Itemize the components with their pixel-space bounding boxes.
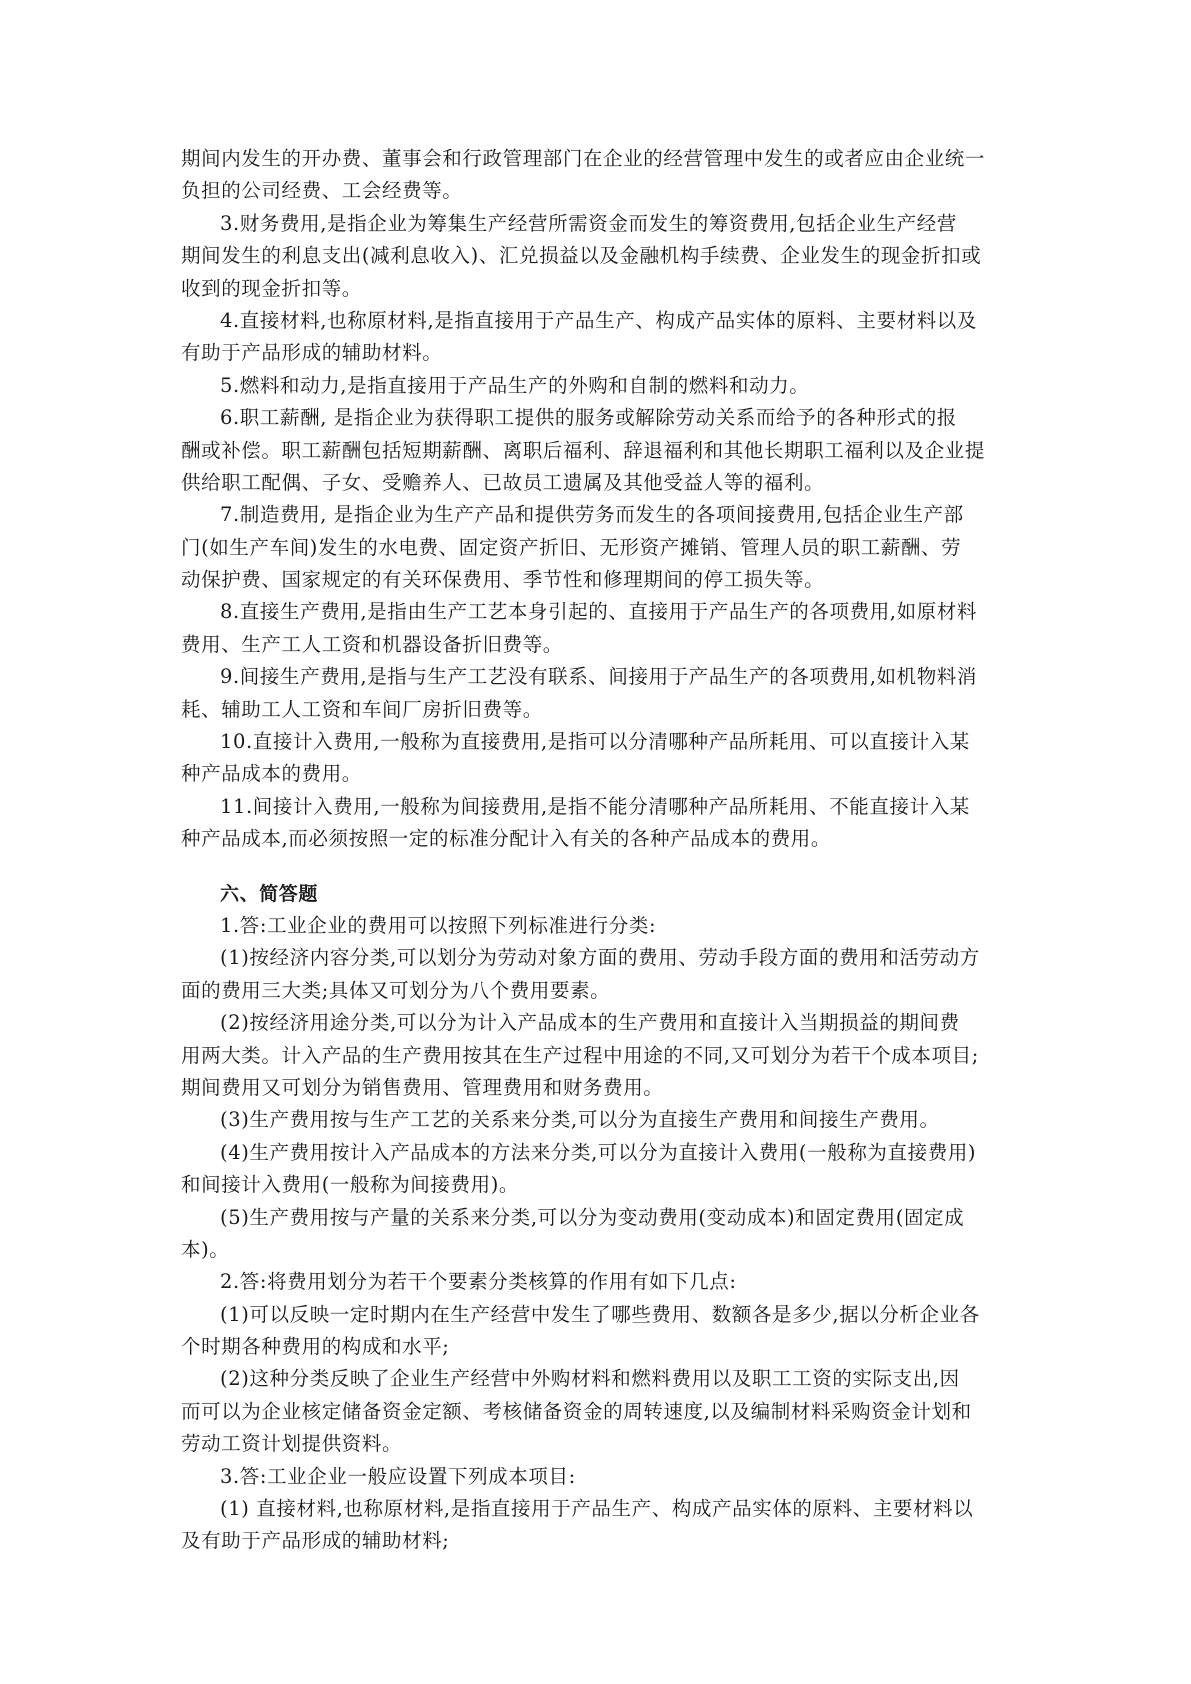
text-line: 3.答:工业企业一般应设置下列成本项目: bbox=[220, 1464, 576, 1488]
text-line: (5)生产费用按与产量的关系来分类,可以分为变动费用(变动成本)和固定费用(固定成 bbox=[220, 1205, 965, 1229]
text-line: 期间内发生的开办费、董事会和行政管理部门在企业的经营管理中发生的或者应由企业统一 bbox=[181, 147, 986, 170]
text-line: 有助于产品形成的辅助材料。 bbox=[181, 341, 443, 365]
text-line: 种产品成本,而必须按照一定的标准分配计入有关的各种产品成本的费用。 bbox=[181, 827, 831, 851]
text-line: (1)可以反映一定时期内在生产经营中发生了哪些费用、数额各是多少,据以分析企业各 bbox=[220, 1302, 980, 1326]
text-line: 7.制造费用, 是指企业为生产产品和提供劳务而发生的各项间接费用,包括企业生产部 bbox=[220, 503, 964, 527]
text-line: 面的费用三大类;具体又可划分为八个费用要素。 bbox=[181, 978, 611, 1002]
text-line: 而可以为企业核定储备资金定额、考核储备资金的周转速度,以及编制材料采购资金计划和 bbox=[181, 1399, 972, 1423]
text-line: 酬或补偿。职工薪酬包括短期薪酬、离职后福利、辞退福利和其他长期职工福利以及企业提 bbox=[181, 438, 986, 462]
text-line: (2)按经济用途分类,可以分为计入产品成本的生产费用和直接计入当期损益的期间费 bbox=[220, 1011, 960, 1035]
text-line: 9.间接生产费用,是指与生产工艺没有联系、间接用于产品生产的各项费用,如机物料消 bbox=[220, 665, 978, 689]
section-5-body bbox=[181, 143, 1011, 856]
text-line: 耗、辅助工人工资和车间厂房折旧费等。 bbox=[181, 697, 543, 721]
text-line: 劳动工资计划提供资料。 bbox=[181, 1432, 403, 1456]
text-line: 2.答:将费用划分为若干个要素分类核算的作用有如下几点: bbox=[220, 1270, 737, 1294]
text-line: (2)这种分类反映了企业生产经营中外购材料和燃料费用以及职工工资的实际支出,因 bbox=[220, 1367, 960, 1391]
text-line: 个时期各种费用的构成和水平; bbox=[181, 1335, 450, 1359]
text-line: 费用、生产工人工资和机器设备折旧费等。 bbox=[181, 632, 563, 656]
text-line: 8.直接生产费用,是指由生产工艺本身引起的、直接用于产品生产的各项费用,如原材料 bbox=[220, 600, 978, 624]
text-line: 及有助于产品形成的辅助材料; bbox=[181, 1529, 450, 1553]
text-line: (1) 直接材料,也称原材料,是指直接用于产品生产、构成产品实体的原料、主要材料以 bbox=[220, 1497, 974, 1521]
text-line: 动保护费、国家规定的有关环保费用、季节性和修理期间的停工损失等。 bbox=[181, 568, 825, 592]
text-line: 6.职工薪酬, 是指企业为获得职工提供的服务或解除劳动关系而给予的各种形式的报 bbox=[220, 406, 957, 430]
text-line: 和间接计入费用(一般称为间接费用)。 bbox=[181, 1173, 520, 1197]
document-page bbox=[181, 143, 1011, 1558]
text-line: 11.间接计入费用,一般称为间接费用,是指不能分清哪种产品所耗用、不能直接计入某 bbox=[220, 794, 970, 818]
text-line: 用两大类。计入产品的生产费用按其在生产过程中用途的不同,又可划分为若干个成本项目; bbox=[181, 1043, 979, 1067]
text-line: 期间发生的利息支出(减利息收入)、汇兑损益以及金融机构手续费、企业发生的现金折扣或 bbox=[181, 244, 982, 268]
section-6-heading: 六、简答题 bbox=[220, 882, 319, 905]
text-line: 负担的公司经费、工会经费等。 bbox=[181, 179, 463, 203]
text-line: 门(如生产车间)发生的水电费、固定资产折旧、无形资产摊销、管理人员的职工薪酬、劳 bbox=[181, 535, 962, 559]
text-line: (1)按经济内容分类,可以划分为劳动对象方面的费用、劳动手段方面的费用和活劳动方 bbox=[220, 946, 980, 970]
text-line: 期间费用又可划分为销售费用、管理费用和财务费用。 bbox=[181, 1075, 664, 1099]
text-line: 种产品成本的费用。 bbox=[181, 762, 362, 786]
text-line: (4)生产费用按计入产品成本的方法来分类,可以分为直接计入费用(一般称为直接费用) bbox=[220, 1140, 977, 1164]
text-line: 5.燃料和动力,是指直接用于产品生产的外购和自制的燃料和动力。 bbox=[220, 373, 810, 397]
text-line: (3)生产费用按与生产工艺的关系来分类,可以分为直接生产费用和间接生产费用。 bbox=[220, 1108, 940, 1132]
text-line: 收到的现金折扣等。 bbox=[181, 276, 362, 300]
text-line: 10.直接计入费用,一般称为直接费用,是指可以分清哪种产品所耗用、可以直接计入某 bbox=[220, 730, 970, 754]
text-line: 供给职工配偶、子女、受赡养人、已故员工遗属及其他受益人等的福利。 bbox=[181, 470, 825, 494]
text-line: 4.直接材料,也称原材料,是指直接用于产品生产、构成产品实体的原料、主要材料以及 bbox=[220, 308, 978, 332]
text-line: 3.财务费用,是指企业为筹集生产经营所需资金而发生的筹资费用,包括企业生产经营 bbox=[220, 211, 957, 235]
text-line: 本)。 bbox=[181, 1237, 230, 1261]
text-line: 1.答:工业企业的费用可以按照下列标准进行分类: bbox=[220, 913, 657, 937]
section-6-body bbox=[181, 910, 1011, 1558]
